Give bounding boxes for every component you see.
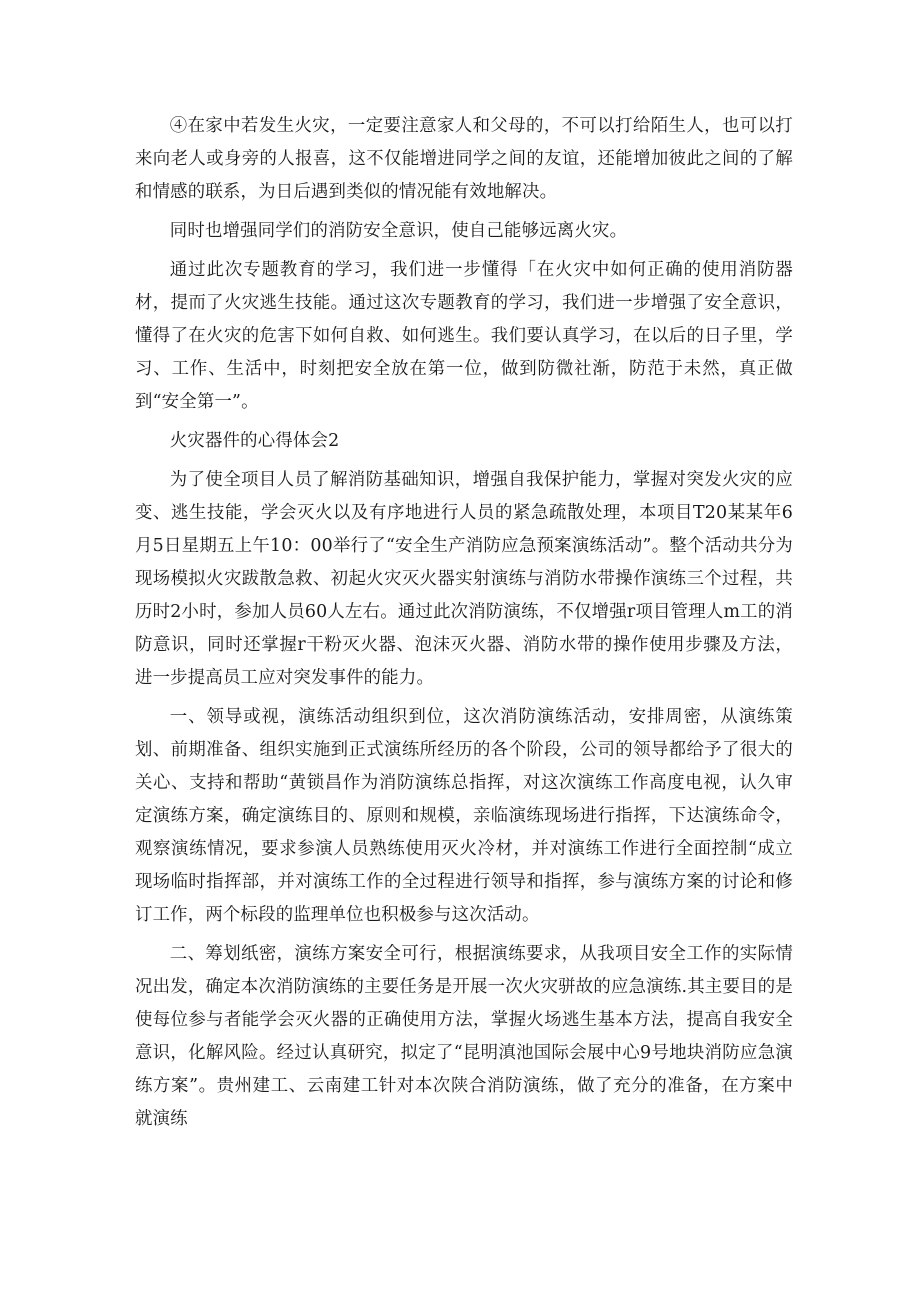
paragraph-leadership: 一、领导或视，演练活动组织到位，这次消防演练活动，安排周密，从演练策划、前期准备、组织实施到正式演练所经历的各个阶段，公司的领导都给予了很大的关心、支持和帮助“黄锁昌作为消防演练总指挥，对这次演练工作高度电视，认久审定演练方案，确定演练目的、原则和规模，亲临演练现场进行指挥，下达演练命令，观察演练情况，要求参演人员熟练使用灭火冷材，并对演练工作进行全面控制“成立现场临时指挥部，并对演练工作的全过程进行领导和指挥，参与演练方案的讨论和修订工作，两个标段的监理单位也积极参与这次活动。 [135,707,793,925]
paragraph-drill-overview: 为了使全项目人员了解消防基础知识，增强自我保护能力，掌握对突发火灾的应变、逃生技能，学会灭火以及有序地进行人员的紧急疏散处理，本项目T20某某年6月5日星期五上午10：00举行了“安全生产消防应急预案演练活动”。整个活动共分为现场模拟火灾跋散急救、初起火灾灭火器实射演练与消防水带操作演练三个过程，共历时2小时，参加人员60人左右。通过此次消防演练，不仅增强r项目管理人m工的消防意识，同时还掌握r干粉灭火器、泡沫灭火器、消防水带的操作使用步骤及方法，进一步提高员工应对突发事件的能力。 [135,470,793,688]
paragraph-safety-awareness: 同时也增强同学们的消防安全意识，使自己能够远离火灾。 [169,221,628,241]
paragraph-home-fire-tips: ④在家中若发生火灾，一定要注意家人和父母的，不可以打给陌生人，也可以打来向老人或身旁的人报喜，这不仅能增进同学之间的友谊，还能增加彼此之间的了解和情感的联系，为日后遇到类似的情况能有效地解决。 [135,116,793,202]
paragraph-planning: 二、筹划纸密，演练方案安全可行，根据演练要求，从我项目安全工作的实际情况出发，确定本次消防演练的主要任务是开展一次火灾骈故的应急演练.其主要目的是使每位参与者能学会灭火器的正确使用方法，掌握火场逃生基本方法，提高自我安全意识，化解风险。经过认真研究，拟定了“昆明滇池国际会展中心9号地块消防应急演练方案”。贵州建工、云南建工针对本次陕合消防演练，做了充分的准备，在方案中就演练 [135,944,793,1129]
document-body [135,110,793,1136]
paragraph-education-summary: 通过此次专题教育的学习，我们进一步懂得「在火灾中如何正确的使用消防器材，提而了火灾逃生技能。通过这次专题教育的学习，我们进一步增强了安全意识，懂得了在火灾的危害下如何自救、如何逃生。我们要认真学习，在以后的日子里，学习、工作、生活中，时刻把安全放在第一位，做到防微社渐，防范于未然，真正做到“安全第一”。 [135,260,793,412]
section-heading: 火灾器件的心得体会2 [169,431,340,451]
